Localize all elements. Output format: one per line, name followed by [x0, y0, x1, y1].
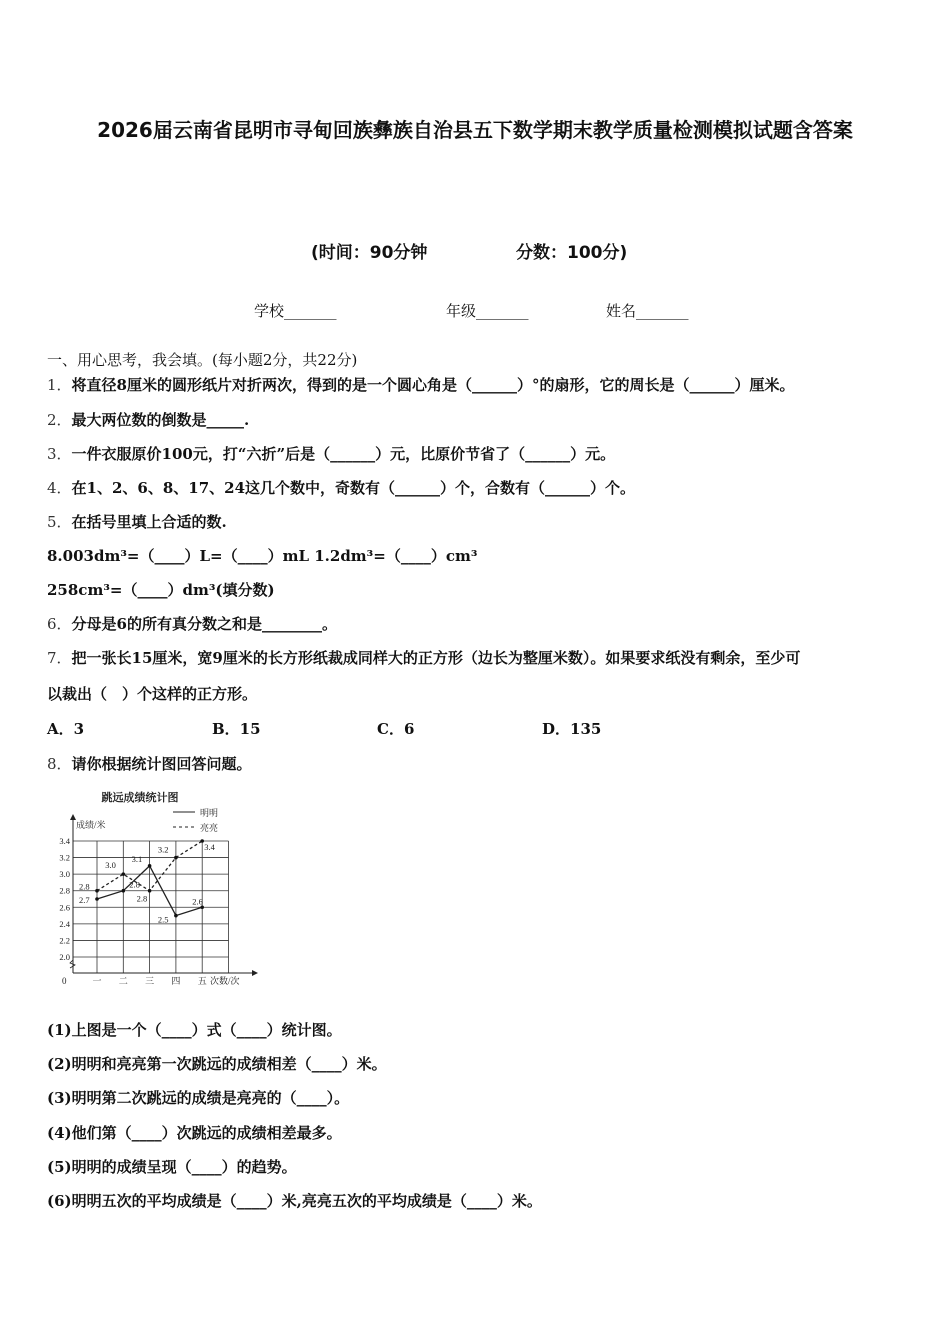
question-5-line-2: 258cm³=（____）dm³(填分数)	[47, 581, 275, 599]
y-tick-label: 2.8	[59, 885, 70, 896]
q8-sub-1: (1)上图是一个（____）式（____）统计图。	[47, 1021, 342, 1039]
exam-time: (时间：90分钟	[311, 243, 428, 263]
name-field: 姓名_______	[606, 302, 689, 320]
question-7-continued: 以裁出（ ）个这样的正方形。	[47, 685, 258, 703]
data-label: 2.6	[192, 896, 203, 907]
question-number: 7．	[47, 649, 72, 667]
data-point	[174, 914, 178, 918]
question-number: 3．	[47, 445, 72, 463]
question-2	[47, 411, 249, 429]
data-label: 3.4	[204, 842, 215, 852]
question-text: 将直径8厘米的圆形纸片对折两次，得到的是一个圆心角是（______）°的扇形，它的周长是（______）厘米。	[71, 376, 795, 394]
q8-sub-6: (6)明明五次的平均成绩是（____）米,亮亮五次的平均成绩是（____）米。	[47, 1192, 542, 1210]
origin-label: 0	[62, 976, 67, 986]
option-a: A．3	[47, 720, 85, 738]
option-b: B．15	[212, 720, 261, 738]
question-3	[47, 445, 615, 463]
q8-sub-4: (4)他们第（____）次跳远的成绩相差最多。	[47, 1124, 342, 1142]
question-text: 在括号里填上合适的数.	[71, 513, 227, 531]
option-c: C．6	[377, 720, 415, 738]
question-6	[47, 615, 337, 633]
page-title: 2026届云南省昆明市寻甸回族彝族自治县五下数学期末教学质量检测模拟试题含答案	[97, 118, 853, 142]
question-7	[47, 649, 800, 667]
exam-score: 分数：100分)	[516, 243, 628, 263]
school-field: 学校_______	[254, 302, 337, 320]
y-axis-label: 成绩/米	[76, 820, 106, 830]
q8-sub-3: (3)明明第二次跳远的成绩是亮亮的（____）。	[47, 1089, 350, 1107]
q8-sub-5: (5)明明的成绩呈现（____）的趋势。	[47, 1158, 297, 1176]
y-tick-label: 2.4	[59, 918, 70, 929]
chart-title: 跳远成绩统计图	[101, 792, 179, 804]
y-tick-label: 2.6	[59, 902, 70, 913]
question-5	[47, 513, 227, 531]
data-label: 2.8	[79, 881, 90, 892]
y-axis-arrow	[70, 814, 76, 820]
x-tick-label: 三	[145, 976, 155, 986]
data-point	[148, 889, 152, 893]
question-text: 最大两位数的倒数是_____.	[71, 411, 250, 429]
question-4	[47, 479, 635, 497]
question-text: 在1、2、6、8、17、24这几个数中，奇数有（______）个，合数有（______）个。	[71, 479, 636, 497]
data-label: 2.8	[129, 879, 140, 890]
legend-label-liangliang: 亮亮	[200, 823, 219, 833]
question-1	[47, 376, 795, 394]
data-point	[148, 864, 152, 868]
data-point	[122, 889, 126, 893]
long-jump-line-chart	[40, 780, 270, 990]
section-heading: 一、用心思考，我会填。(每小题2分，共22分)	[47, 351, 358, 369]
question-number: 6．	[47, 615, 72, 633]
question-text: 请你根据统计图回答问题。	[71, 755, 252, 773]
x-axis-label: 次数/次	[210, 976, 240, 986]
data-label: 3.0	[105, 860, 116, 871]
data-point	[95, 897, 99, 901]
data-label: 2.7	[79, 895, 90, 905]
data-point	[122, 872, 126, 876]
y-tick-label: 3.0	[59, 869, 70, 880]
data-point	[174, 856, 178, 860]
question-8	[47, 755, 252, 773]
y-tick-label: 2.2	[59, 935, 70, 946]
y-tick-label: 3.2	[59, 852, 70, 863]
question-number: 4．	[47, 479, 72, 497]
data-label: 2.8	[136, 893, 148, 904]
question-text: 把一张长15厘米，宽9厘米的长方形纸裁成同样大的正方形（边长为整厘米数）。如果要求纸没有剩余，至少可	[71, 649, 801, 667]
x-tick-label: 二	[118, 976, 128, 986]
y-tick-label: 3.4	[59, 836, 70, 846]
question-text: 一件衣服原价100元，打“六折”后是（______）元，比原价节省了（______）元。	[71, 445, 616, 463]
data-label: 3.1	[131, 853, 143, 864]
question-5-line-1: 8.003dm³=（____）L=（____）mL 1.2dm³=（____）cm³	[47, 547, 478, 565]
question-text: 分母是6的所有真分数之和是________。	[71, 615, 337, 633]
data-point	[95, 889, 99, 893]
question-number: 8．	[47, 755, 72, 773]
x-tick-label: 五	[197, 976, 207, 986]
question-number: 2．	[47, 411, 72, 429]
data-label: 3.2	[157, 844, 169, 855]
question-number: 5．	[47, 513, 72, 531]
legend-label-mingming: 明明	[200, 808, 219, 818]
data-label: 2.5	[157, 914, 169, 925]
q8-sub-2: (2)明明和亮亮第一次跳远的成绩相差（____）米。	[47, 1055, 387, 1073]
y-tick-label: 2.0	[59, 952, 70, 962]
grade-field: 年级_______	[446, 302, 529, 320]
question-number: 1．	[47, 376, 72, 394]
x-tick-label: 一	[92, 976, 102, 986]
x-axis-arrow	[252, 970, 258, 976]
x-tick-label: 四	[171, 976, 181, 986]
option-d: D．135	[542, 720, 602, 738]
